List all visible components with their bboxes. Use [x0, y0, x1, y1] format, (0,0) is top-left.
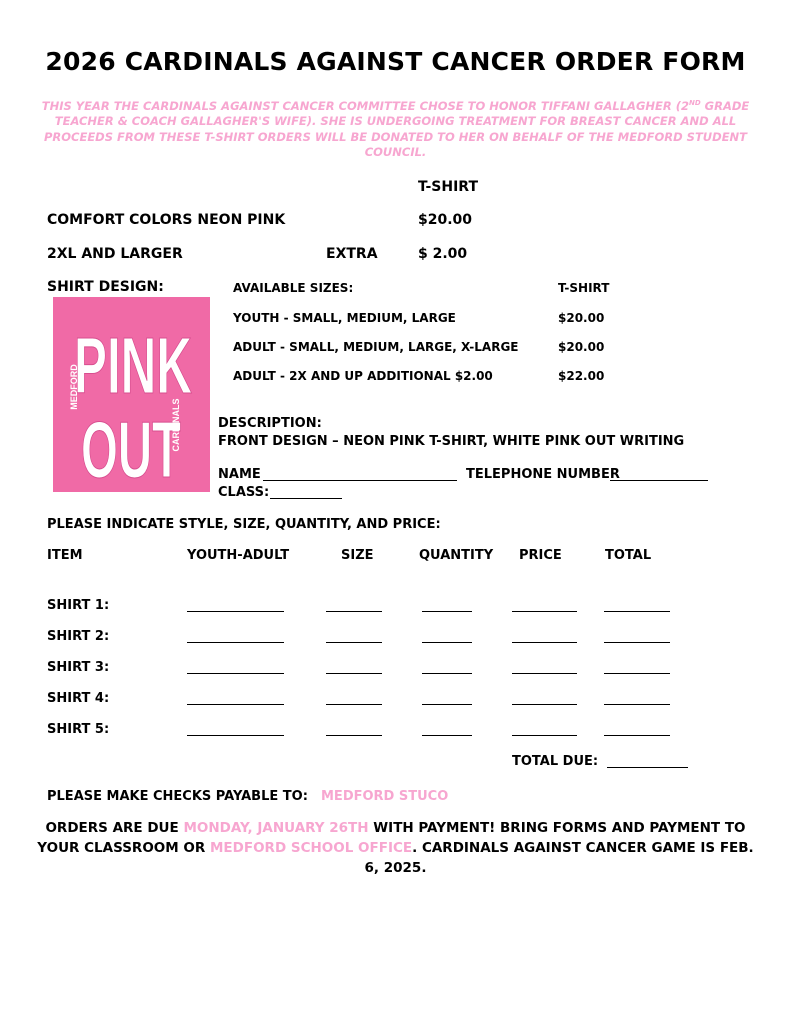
- shirt-5-quantity-field[interactable]: [422, 735, 472, 736]
- page-title: 2026 CARDINALS AGAINST CANCER ORDER FORM: [45, 47, 746, 76]
- shirt-1-price-field[interactable]: [512, 611, 577, 612]
- description-text: FRONT DESIGN – NEON PINK T-SHIRT, WHITE PINK OUT WRITING: [218, 434, 685, 449]
- payable-to: MEDFORD STUCO: [321, 789, 449, 804]
- total-due-label: TOTAL DUE:: [512, 754, 599, 769]
- shirt-1-style-field[interactable]: [187, 611, 284, 612]
- shirt-5-style-field[interactable]: [187, 735, 284, 736]
- size-row-label: ADULT - SMALL, MEDIUM, LARGE, X-LARGE: [233, 340, 519, 354]
- pricing-row1-price: $20.00: [418, 212, 473, 228]
- pricing-row1-label: COMFORT COLORS NEON PINK: [47, 212, 286, 228]
- shirt-3-price-field[interactable]: [512, 673, 577, 674]
- due-date: MONDAY, JANUARY 26TH: [183, 820, 369, 836]
- header-item: ITEM: [47, 548, 83, 563]
- header-price: PRICE: [519, 548, 562, 563]
- size-row-price: $20.00: [558, 340, 605, 354]
- payable-label: PLEASE MAKE CHECKS PAYABLE TO:: [47, 789, 308, 804]
- shirt-2-size-field[interactable]: [326, 642, 382, 643]
- shirt-5-total-field[interactable]: [604, 735, 670, 736]
- shirt-3-quantity-field[interactable]: [422, 673, 472, 674]
- shirt-4-style-field[interactable]: [187, 704, 284, 705]
- shirt-4-total-field[interactable]: [604, 704, 670, 705]
- header-youth-adult: YOUTH-ADULT: [187, 548, 290, 563]
- shirt-4-price-field[interactable]: [512, 704, 577, 705]
- size-row-price: $20.00: [558, 311, 605, 325]
- size-row-price: $22.00: [558, 369, 605, 383]
- shirt-2-price-field[interactable]: [512, 642, 577, 643]
- logo-word-out: OUT: [81, 405, 182, 492]
- header-size: SIZE: [341, 548, 374, 563]
- shirt-1-total-field[interactable]: [604, 611, 670, 612]
- shirt-design-label: SHIRT DESIGN:: [47, 279, 164, 295]
- name-label: NAME: [218, 467, 261, 482]
- intro-text-2: GRADE TEACHER & COACH GALLAGHER'S WIFE). SHE IS UNDERGOING TREATMENT FOR BREAST CANCER AND ALL PROCEEDS FROM THESE T-SHIRT ORDERS WILL BE DONATED TO HER ON BEHALF OF THE MEDFORD STUDENT COUNCIL.: [43, 98, 750, 160]
- shirt-1-size-field[interactable]: [326, 611, 382, 612]
- shirt-5-size-field[interactable]: [326, 735, 382, 736]
- shirt-3-style-field[interactable]: [187, 673, 284, 674]
- pink-out-logo: [53, 297, 210, 492]
- intro-text-1: THIS YEAR THE CARDINALS AGAINST CANCER COMMITTEE CHOSE TO HONOR TIFFANI GALLAGHER (2: [41, 98, 689, 113]
- logo-word-pink: PINK: [74, 321, 193, 410]
- pricing-column-header: T-SHIRT: [418, 179, 479, 195]
- shirt-5-price-field[interactable]: [512, 735, 577, 736]
- telephone-field[interactable]: [610, 480, 708, 481]
- pricing-row2-label: 2XL AND LARGER: [47, 246, 183, 262]
- due-text-1: ORDERS ARE DUE: [45, 820, 184, 836]
- logo-side-cardinals: CARDINALS: [171, 398, 181, 452]
- shirt-2-style-field[interactable]: [187, 642, 284, 643]
- shirt-4-quantity-field[interactable]: [422, 704, 472, 705]
- logo-side-medford: MEDFORD: [69, 364, 79, 410]
- due-text-2: WITH PAYMENT! BRING FORMS AND PAYMENT TO YOUR CLASSROOM OR: [37, 820, 746, 856]
- pricing-row2-price: $ 2.00: [418, 246, 468, 262]
- size-row-label: YOUTH - SMALL, MEDIUM, LARGE: [233, 311, 456, 325]
- row-label-shirt-3: SHIRT 3:: [47, 660, 110, 675]
- order-instruction: PLEASE INDICATE STYLE, SIZE, QUANTITY, AND PRICE:: [47, 517, 441, 532]
- name-field[interactable]: [263, 480, 457, 481]
- intro-paragraph: [40, 96, 751, 161]
- sizes-price-header: T-SHIRT: [558, 281, 610, 295]
- row-label-shirt-5: SHIRT 5:: [47, 722, 110, 737]
- header-quantity: QUANTITY: [419, 548, 494, 563]
- size-row-label: ADULT - 2X AND UP ADDITIONAL $2.00: [233, 369, 493, 383]
- total-due-field[interactable]: [607, 767, 688, 768]
- shirt-3-total-field[interactable]: [604, 673, 670, 674]
- shirt-4-size-field[interactable]: [326, 704, 382, 705]
- pricing-row2-extra: EXTRA: [326, 246, 378, 262]
- due-notice: [30, 818, 761, 878]
- header-total: TOTAL: [605, 548, 652, 563]
- class-field[interactable]: [270, 498, 342, 499]
- intro-superscript: ND: [688, 99, 701, 107]
- row-label-shirt-4: SHIRT 4:: [47, 691, 110, 706]
- due-office: MEDFORD SCHOOL OFFICE: [209, 840, 413, 856]
- due-text-3: . CARDINALS AGAINST CANCER GAME IS FEB. 6, 2025.: [364, 840, 754, 876]
- description-label: DESCRIPTION:: [218, 416, 322, 431]
- class-label: CLASS:: [218, 485, 270, 500]
- shirt-1-quantity-field[interactable]: [422, 611, 472, 612]
- sizes-header: AVAILABLE SIZES:: [233, 281, 354, 295]
- row-label-shirt-2: SHIRT 2:: [47, 629, 110, 644]
- row-label-shirt-1: SHIRT 1:: [47, 598, 110, 613]
- telephone-label: TELEPHONE NUMBER: [466, 467, 620, 482]
- shirt-2-quantity-field[interactable]: [422, 642, 472, 643]
- shirt-3-size-field[interactable]: [326, 673, 382, 674]
- shirt-2-total-field[interactable]: [604, 642, 670, 643]
